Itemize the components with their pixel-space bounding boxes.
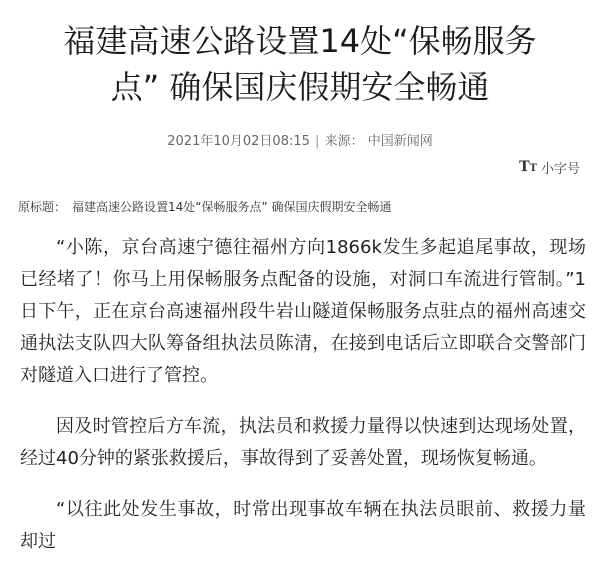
font-size-icon: TT <box>519 159 537 175</box>
article-paragraph: “小陈，京台高速宁德往福州方向1866k发生多起追尾事故，现场已经堵了！你马上用保畅服务点配备的设施，对洞口车流进行管制。”1日下午，正在京台高速福州段牛岩山隧道保畅服务点驻点的福州高速交通执法支队四大队筹备组执法员陈清，在接到电话后立即联合交警部门对隧道入口进行了管控。 <box>20 237 586 386</box>
font-size-toggle-button[interactable] <box>519 157 580 177</box>
original-title-value: 福建高速公路设置14处“保畅服务点” 确保国庆假期安全畅通 <box>72 200 392 214</box>
article-body <box>20 232 586 577</box>
article-title: 福建高速公路设置14处“保畅服务点” 确保国庆假期安全畅通 <box>63 22 537 106</box>
original-title-label: 原标题： <box>18 200 67 214</box>
article-meta <box>0 132 600 152</box>
article-paragraph: “以往此处发生事故，时常出现事故车辆在执法员眼前、救援力量却过 <box>20 499 586 552</box>
publish-datetime: 2021年10月02日08:15 <box>167 134 310 149</box>
meta-separator: | <box>315 134 320 149</box>
article-paragraph: 因及时管控后方车流，执法员和救援力量得以快速到达现场处置，经过40分钟的紧张救援后，事故得到了妥善处置，现场恢复畅通。 <box>20 416 586 469</box>
source-label: 来源： <box>324 134 364 149</box>
source-value: 中国新闻网 <box>367 134 433 149</box>
original-title <box>18 198 392 216</box>
font-size-toggle-label: 小字号 <box>540 161 580 177</box>
